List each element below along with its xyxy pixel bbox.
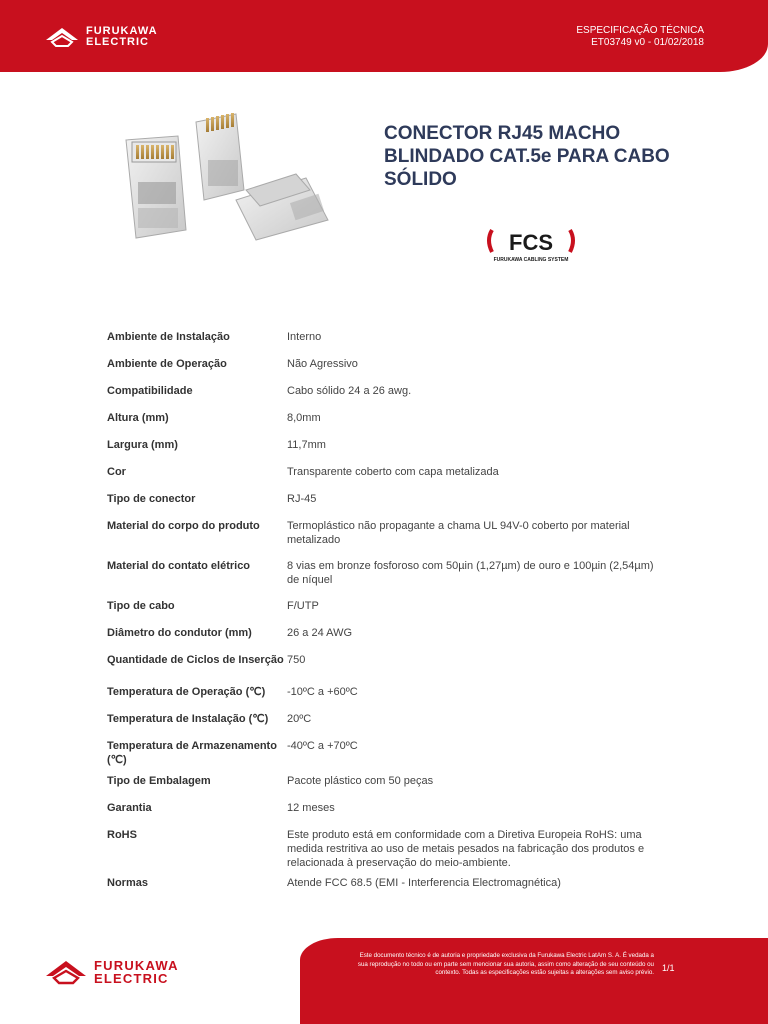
connector-lying	[236, 174, 328, 240]
spec-row	[107, 801, 667, 828]
spec-value: Cabo sólido 24 a 26 awg.	[287, 385, 412, 397]
spec-label: Quantidade de Ciclos de Inserção	[107, 654, 284, 666]
spec-row	[107, 465, 667, 492]
spec-row	[107, 653, 667, 685]
spec-label: Garantia	[107, 802, 152, 814]
spec-value: Termoplástico não propagante a chama UL 94V-0 coberto por material metalizado	[287, 520, 630, 546]
fcs-logo-subtitle: FURUKAWA CABLING SYSTEM	[493, 257, 569, 263]
spec-label: Largura (mm)	[107, 439, 178, 451]
spec-label: Diâmetro do condutor (mm)	[107, 627, 252, 639]
doc-info	[576, 25, 704, 49]
spec-value: 11,7mm	[287, 439, 326, 451]
spec-row	[107, 599, 667, 626]
spec-label: Altura (mm)	[107, 412, 169, 424]
spec-value: Atende FCC 68.5 (EMI - Interferencia Electromagnética)	[287, 877, 561, 889]
connector-side	[196, 113, 244, 200]
spec-value: Pacote plástico com 50 peças	[287, 775, 434, 787]
spec-value: F/UTP	[287, 600, 319, 612]
doc-type: ESPECIFICAÇÃO TÉCNICA	[576, 25, 704, 36]
spec-value: Este produto está em conformidade com a Diretiva Europeia RoHS: uma medida restritiva ao uso de metais pesados na fabricação dos produtos e relacionada à preservação do meio-ambiente.	[287, 829, 645, 869]
spec-row	[107, 519, 667, 559]
spec-value: Transparente coberto com capa metalizada	[287, 466, 499, 478]
spec-table	[107, 330, 667, 896]
spec-row	[107, 411, 667, 438]
footer-band	[300, 938, 768, 1024]
spec-value: 750	[287, 654, 306, 666]
spec-row	[107, 774, 667, 801]
fcs-logo-text: FCS	[509, 230, 553, 255]
spec-value: -40ºC a +70ºC	[287, 740, 358, 752]
spec-label: Normas	[107, 877, 148, 889]
spec-row	[107, 492, 667, 519]
spec-label: Tipo de Embalagem	[107, 775, 211, 787]
spec-value: Interno	[287, 331, 322, 343]
spec-row	[107, 559, 667, 599]
spec-label: Material do corpo do produto	[107, 520, 260, 532]
spec-row	[107, 384, 667, 411]
spec-label: Tipo de cabo	[107, 600, 175, 612]
spec-label: Ambiente de Instalação	[107, 331, 230, 343]
spec-value: 26 a 24 AWG	[287, 627, 353, 639]
spec-label: Temperatura de Instalação (℃)	[107, 713, 269, 725]
spec-value: 8 vias em bronze fosforoso com 50µin (1,27µm) de ouro e 100µin (2,54µm) de níquel	[287, 560, 654, 586]
spec-row	[107, 739, 667, 774]
spec-row	[107, 626, 667, 653]
spec-label: Cor	[107, 466, 126, 478]
furukawa-logo-top	[44, 26, 158, 48]
product-image	[96, 100, 352, 260]
furukawa-logo-bottom	[44, 958, 179, 986]
furukawa-mark-icon	[44, 958, 88, 986]
brand-name-line2: ELECTRIC	[94, 971, 169, 986]
furukawa-mark-icon	[44, 26, 80, 48]
footer-disclaimer: Este documento técnico é de autoria e propriedade exclusiva da Furukawa Electric LatAm S. A. É vedada a sua reprodução no todo ou em parte sem mencionar sua autoria, assim como alteração de seu conteúdo ou contexto. Todas as especificações estão sujeitas a alterações sem aviso prévio.	[357, 952, 654, 976]
spec-row	[107, 685, 667, 712]
brand-name-line1: FURUKAWA	[94, 958, 179, 973]
fcs-logo	[486, 226, 576, 264]
spec-value: -10ºC a +60ºC	[287, 686, 358, 698]
spec-value: RJ-45	[287, 493, 317, 505]
spec-label: Temperatura de Operação (℃)	[107, 686, 266, 698]
brand-name-line2: ELECTRIC	[86, 36, 149, 48]
spec-value: 12 meses	[287, 802, 335, 814]
spec-row	[107, 357, 667, 384]
spec-row	[107, 828, 667, 876]
spec-label: Temperatura de Armazenamento (℃)	[107, 740, 277, 766]
doc-code: ET03749 v0 - 01/02/2018	[591, 37, 704, 48]
spec-label: Material do contato elétrico	[107, 560, 251, 572]
product-title: CONECTOR RJ45 MACHO BLINDADO CAT.5e PARA CABO SÓLIDO	[384, 123, 670, 190]
spec-row	[107, 438, 667, 465]
spec-label: Compatibilidade	[107, 385, 193, 397]
spec-value: 8,0mm	[287, 412, 321, 424]
spec-label: Ambiente de Operação	[107, 358, 227, 370]
spec-row	[107, 876, 667, 896]
spec-value: Não Agressivo	[287, 358, 358, 370]
page-number: 1/1	[662, 963, 675, 973]
spec-value: 20ºC	[287, 713, 312, 725]
spec-row	[107, 712, 667, 739]
spec-label: RoHS	[107, 829, 137, 841]
connector-front	[126, 136, 186, 238]
brand-name-line1: FURUKAWA	[86, 25, 158, 37]
spec-label: Tipo de conector	[107, 493, 196, 505]
spec-row	[107, 330, 667, 357]
